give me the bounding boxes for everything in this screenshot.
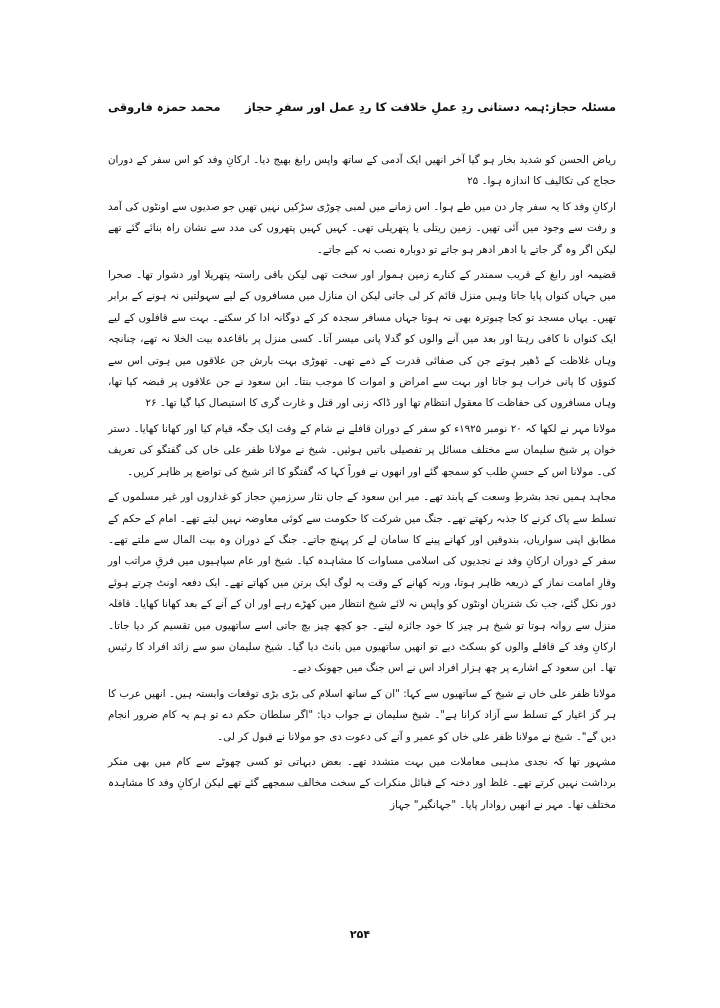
- paragraph: ریاض الحسن کو شدید بخار ہو گیا آخر انھیں ایک آدمی کے ساتھ واپس رابغ بھیج دیا۔ ارکانِ وفد کو اس سفر کے دوران حجاج کی تکالیف کا اندازہ ہوا۔ ۲۵: [108, 154, 616, 188]
- paragraph: قضیمہ اور رابغ کے قریب سمندر کے کنارے زمین ہموار اور سخت تھی لیکن باقی راستہ پتھریلا اور دشوار تھا۔ صحرا میں جہاں کنواں پایا جاتا وہیں منزل قائم کر لی جاتی لیکن ان منازل میں مسافروں کے لیے سہولتیں نہ ہونے کے برابر تھیں۔ یہاں مسجد تو کجا چبوترہ بھی نہ ہوتا جہاں مسافر سجدہ کر کے دوگانہ ادا کر سکتے۔ بہت سے قافلوں کے لیے ایک کنواں نا کافی رہتا اور بعد میں آنے والوں کو گدلا پانی میسر آتا۔ کسی منزل پر باقاعدہ بیت الخلا نہ تھے، چنانچہ وہاں غلاظت کے ڈھیر ہوتے جن کی صفائی قدرت کے ذمے تھی۔ تھوڑی بہت بارش جن علاقوں میں ہوتی اس سے کنوؤں کا پانی خراب ہو جاتا اور بہت سے امراض و اموات کا موجب بنتا۔ ابن سعود نے جن علاقوں پر قبضہ کیا تھا، وہاں مسافروں کی حفاظت کا معقول انتظام تھا اور ڈاکہ زنی اور قتل و غارت گری کا استیصال کیا گیا تھا۔ ۲۶: [108, 269, 616, 410]
- paragraph: مولانا ظفر علی خاں نے شیخ کے ساتھیوں سے کہا: "ان کے ساتھ اسلام کی بڑی بڑی توقعات وابستہ ہیں۔ انھیں عرب کا ہر گز اغیار کے تسلط سے آزاد کرانا ہے"۔ شیخ سلیمان نے جواب دیا: "اگر سلطان حکم دے تو ہم یہ کام ضرور انجام دیں گے"۔ شیخ نے مولانا ظفر علی خاں کو عمیر و آنے کی دعوت دی جو مولانا نے قبول کر لی۔: [108, 687, 616, 743]
- paragraph: مولانا مہر نے لکھا کہ ۲۰ نومبر ۱۹۲۵ء کو سفر کے دوران قافلے نے شام کے وقت ایک جگہ قیام کیا اور کھانا کھایا۔ دستر خوان پر شیخ سلیمان سے مختلف مسائل پر تفصیلی باتیں ہوئیں۔ شیخ نے مولانا ظفر علی خاں کی گفتگو کی تعریف کی۔ مولانا اس کے حسنِ طلب کو سمجھ گئے اور انھوں نے فوراً کہا کہ گفتگو کا اثر شیخ کی تواضع پر ظاہر کریں۔: [108, 422, 616, 478]
- header-author: محمد حمزہ فاروقی: [108, 100, 221, 114]
- paragraph: مجاہد ہمیں نجد بشرطِ وسعت کے پابند تھے۔ میر ابن سعود کے جاں نثار سرزمینِ حجاز کو غداروں اور غیر مسلموں کے تسلط سے پاک کرنے کا جذبہ رکھتے تھے۔ جنگ میں شرکت کا حکومت سے کوئی معاوضہ نہیں لیتے تھے۔ امام کے حکم کے مطابق اپنی سواریاں، بندوقیں اور کھانے پینے کا سامان لے کر پہنچ جاتے۔ جنگ کے دوران وہ بیت المال سے ملتے تھے۔ سفر کے دوران ارکانِ وفد نے نجدیوں کی اسلامی مساوات کا مشاہدہ کیا۔ شیخ اور عام سپاہیوں میں فرقِ مراتب اور وقارِ امامت نماز کے ذریعہ ظاہر ہوتا، ورنہ کھانے کے وقت یہ لوگ ایک برتن میں کھاتے تھے۔ ایک دفعہ اونٹ چرتے ہوئے دور نکل گئے، جب تک شتربان اونٹوں کو واپس نہ لائے شیخ انتظار میں کھڑے رہے اور ان کے آنے کے بعد کھانا کھایا۔ قافلہ منزل سے روانہ ہوتا تو شیخ ہر چیز کا خود جائزہ لیتے۔ جو کچھ چیز بچ جاتی اسے ساتھیوں میں تقسیم کر دیا جاتا۔ ارکانِ وفد کے قافلے والوں کو بسکٹ دیے تو انھیں ساتھیوں میں بانٹ دیا گیا۔ شیخ سلیمان سو سے زائد افراد کا رئیس تھا۔ ابن سعود کے اشارے پر چھ ہزار افراد اس نے اس جنگ میں جھونک دیے۔: [108, 491, 616, 675]
- body-text: [108, 150, 616, 820]
- page-number: ۲۵۴: [349, 928, 371, 941]
- running-header: [108, 96, 616, 118]
- header-title: مسئلہ حجاز:ہمہ دستانی ردِ عملِ خلافت کا ردِ عمل اور سفرِ حجاز: [245, 100, 616, 114]
- paragraph: ارکانِ وفد کا یہ سفر چار دن میں طے ہوا۔ اس زمانے میں لمبی چوڑی سڑکیں نہیں تھیں جو صدیوں سے اونٹوں کی آمد و رفت سے وجود میں آئی تھیں۔ زمین ریتلی یا پتھریلی تھی۔ کہیں کہیں پتھروں کی مدد سے نشان راہ بنائے گئے تھے لیکن اگر وہ گر جاتے یا ادھر ادھر ہو جاتے تو دوبارہ نصب نہ کیے جاتے۔: [108, 200, 616, 256]
- paragraph: مشہور تھا کہ نجدی مذہبی معاملات میں بہت متشدد تھے۔ بعض دیہاتی تو کسی چھوٹے سے کام میں بھی منکر برداشت نہیں کرتے تھے۔ غلظ اور دخنہ کے قبائل منکرات کے سخت مخالف سمجھے گئے تھے لیکن ارکانِ وفد کا مشاہدہ مختلف تھا۔ مہر نے انھیں روادار پایا۔ "جہانگیر" جہاز: [108, 755, 616, 811]
